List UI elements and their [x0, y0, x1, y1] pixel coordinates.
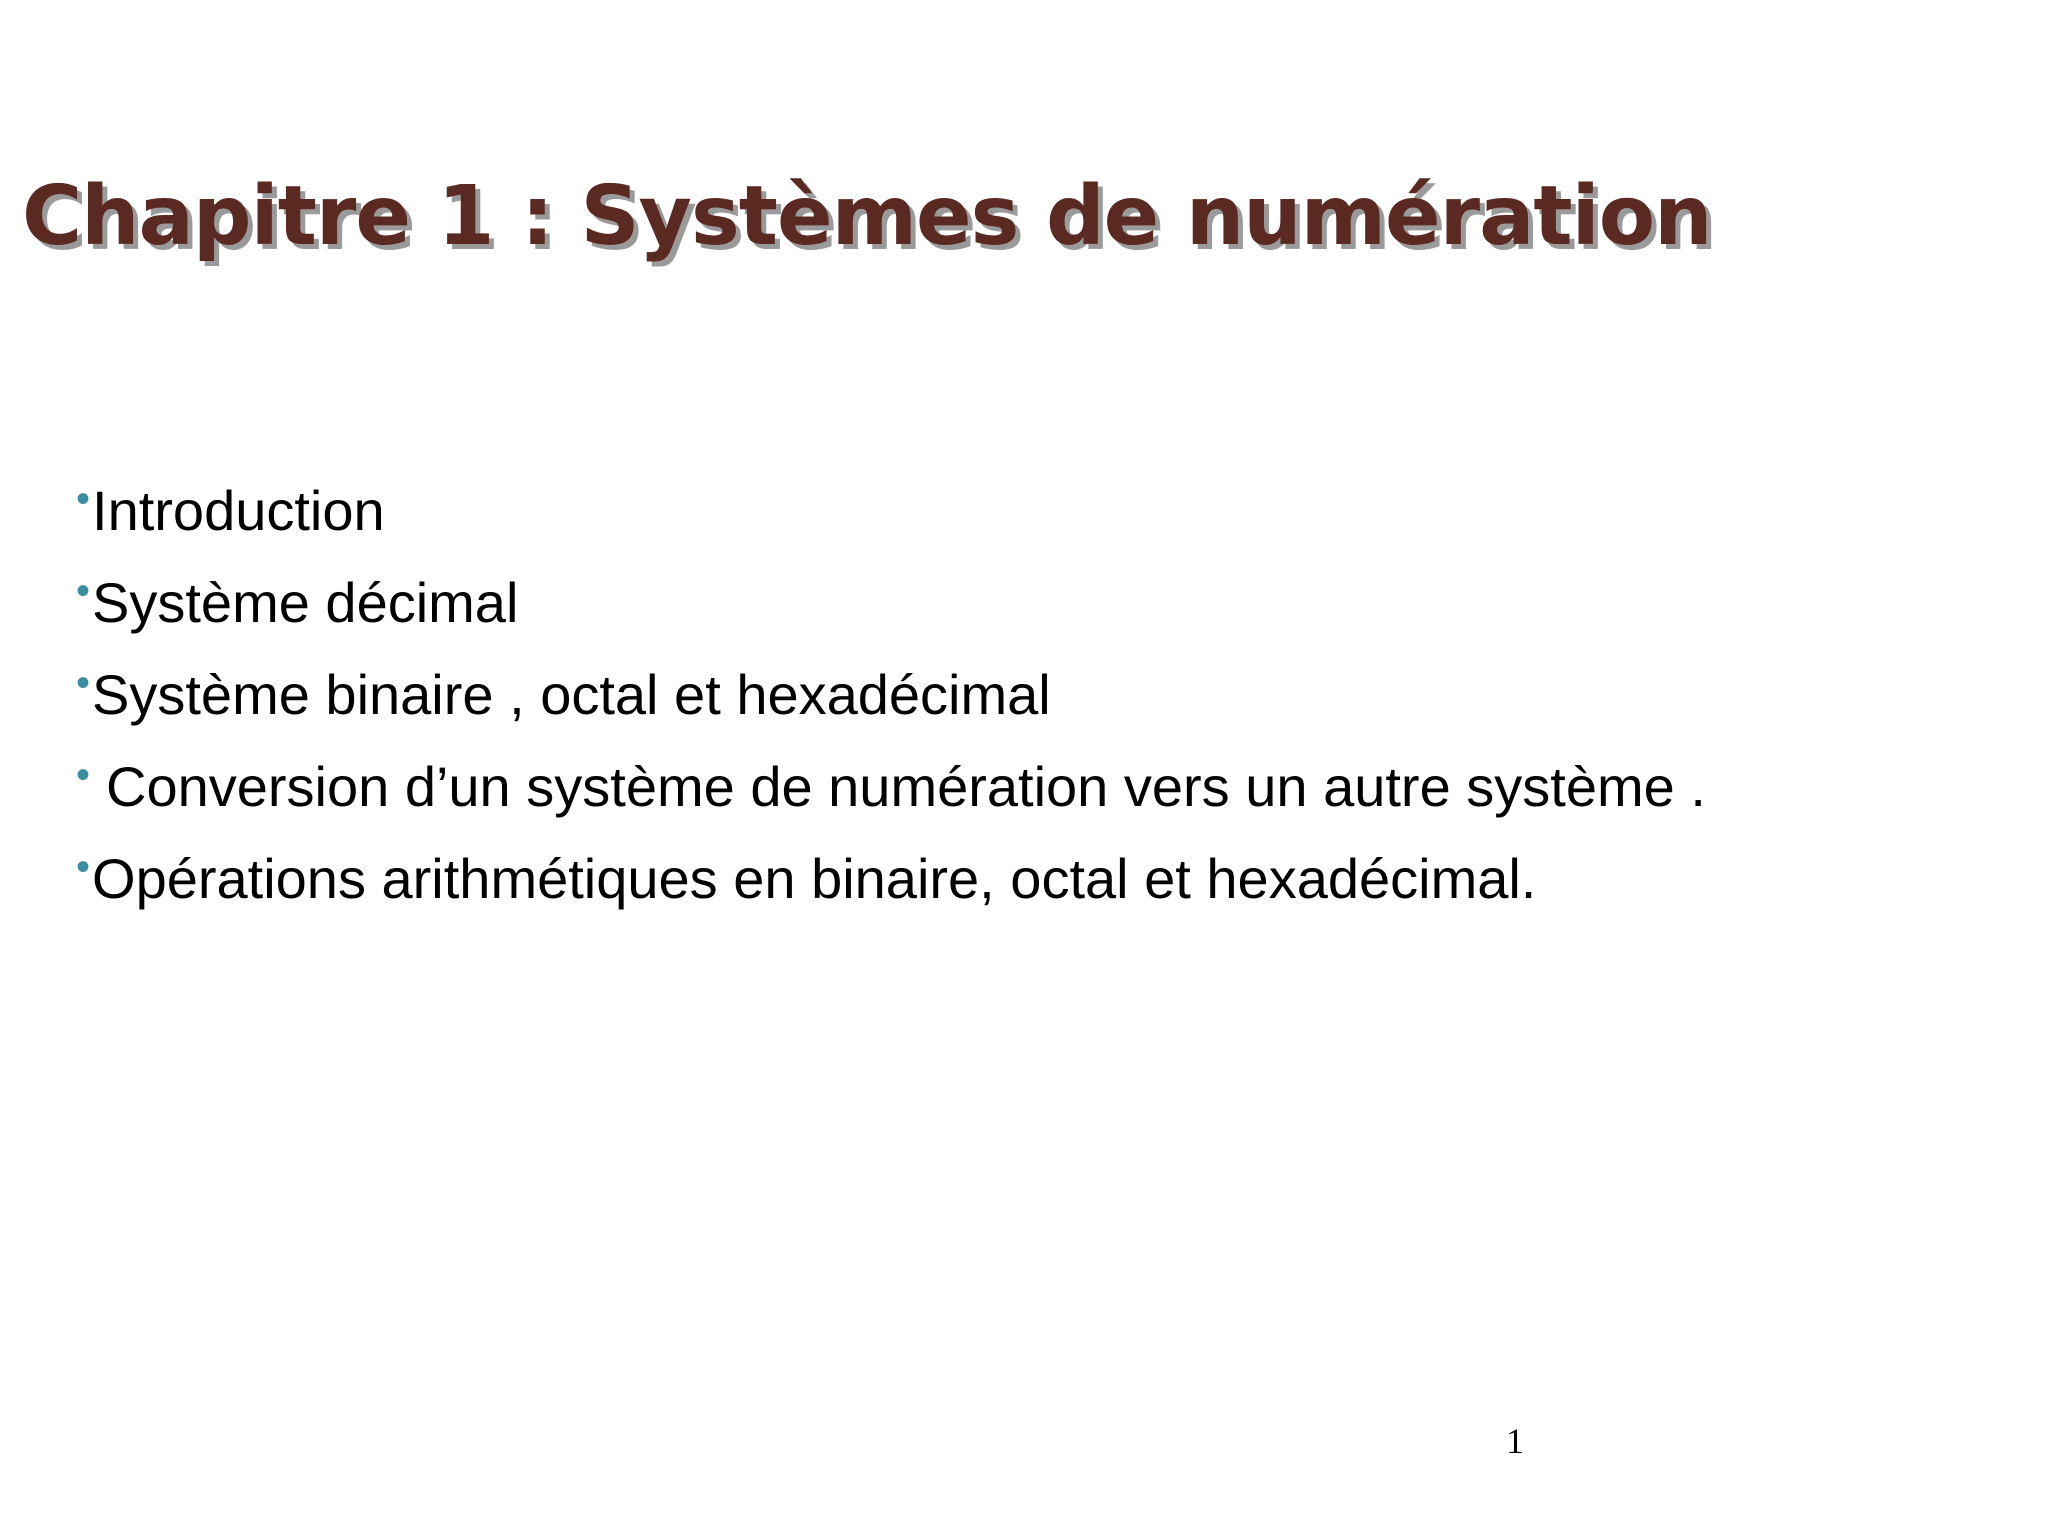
bullet-icon: •: [76, 753, 91, 797]
list-item: [76, 738, 1706, 830]
list-item: [76, 554, 1706, 646]
bullet-icon: •: [76, 661, 91, 705]
bullet-text: Introduction: [92, 479, 385, 542]
bullet-icon: •: [76, 845, 91, 889]
bullet-text: Système binaire , octal et hexadécimal: [92, 663, 1051, 726]
bullet-text: Opérations arithmétiques en binaire, octal et hexadécimal.: [92, 847, 1537, 910]
bullet-icon: •: [76, 477, 91, 521]
bullet-icon: •: [76, 569, 91, 613]
page-number: 1: [1506, 1421, 1524, 1461]
slide-title: Chapitre 1 : Systèmes de numération: [22, 169, 1712, 264]
list-item: [76, 830, 1706, 922]
bullet-text: Système décimal: [92, 571, 519, 634]
bullet-list: [76, 462, 1706, 922]
list-item: [76, 462, 1706, 554]
list-item: [76, 646, 1706, 738]
bullet-text: Conversion d’un système de numération vers un autre système .: [106, 755, 1706, 818]
